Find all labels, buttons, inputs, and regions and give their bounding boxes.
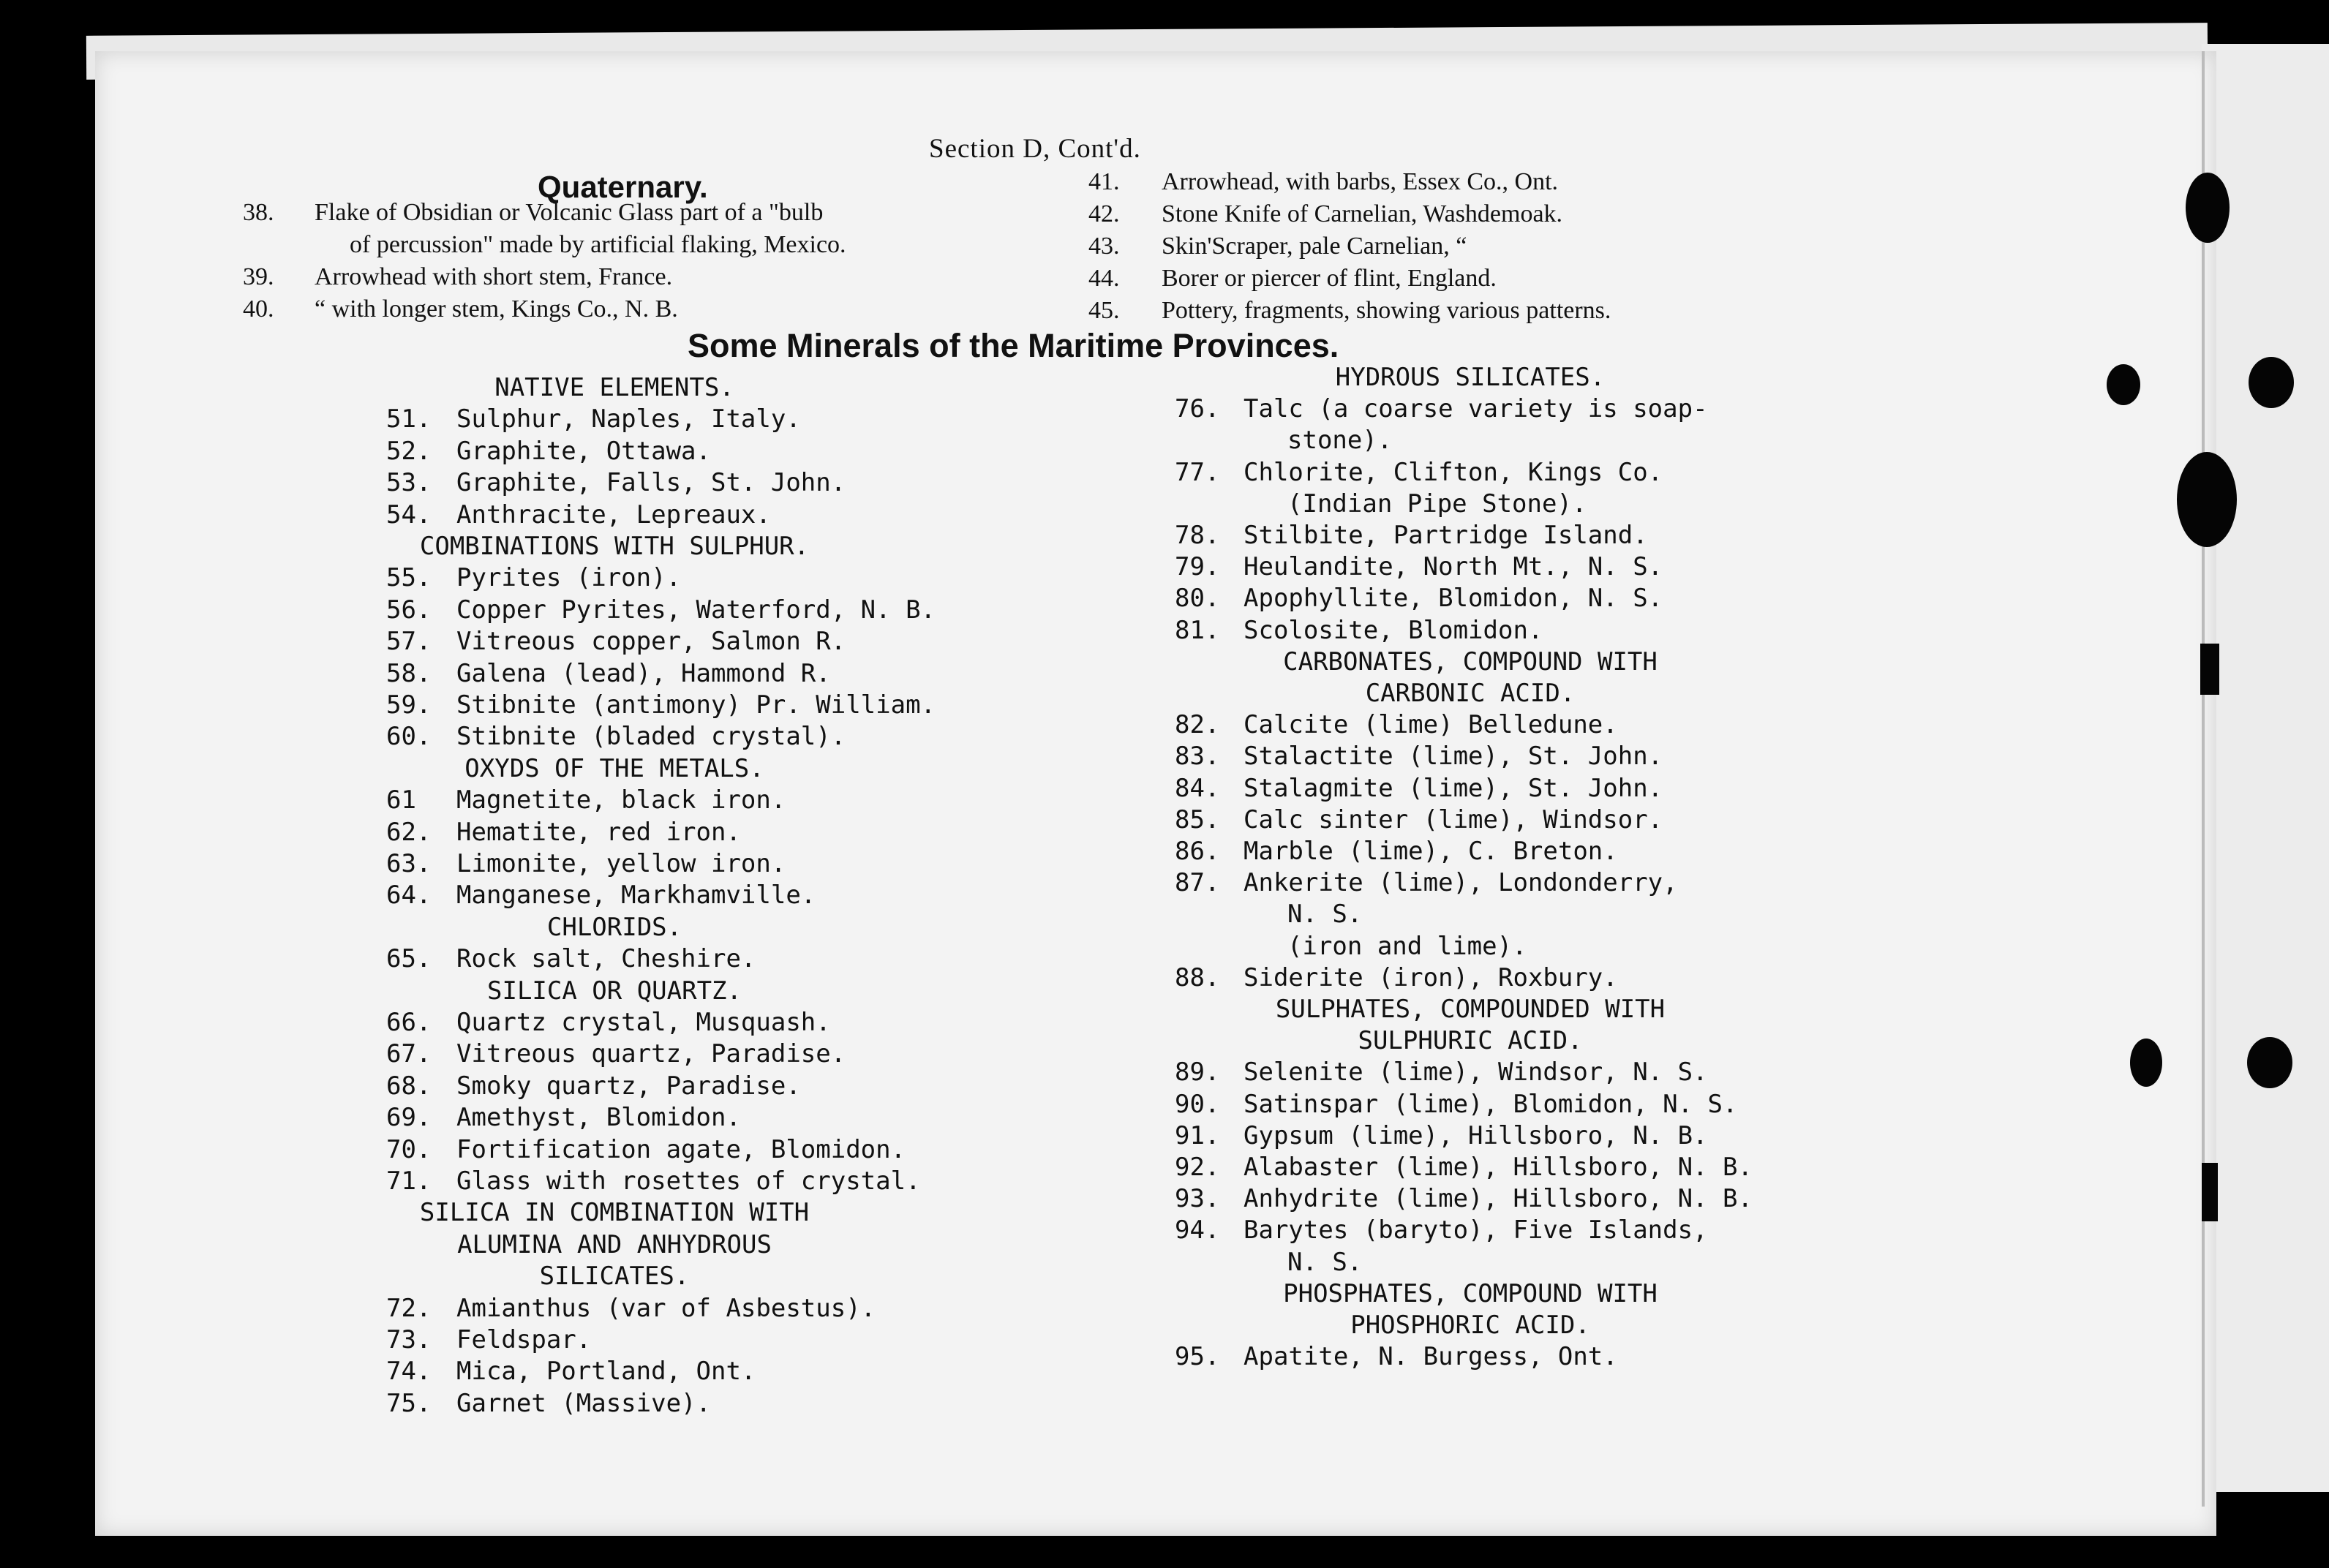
mineral-number: 68.	[386, 1071, 432, 1101]
item-text: Arrowhead with short stem, France.	[315, 263, 673, 290]
mineral-name: Apatite, N. Burgess, Ont.	[1243, 1342, 1618, 1372]
mineral-name: Ankerite (lime), Londonderry,	[1243, 868, 1678, 898]
mineral-name: Galena (lead), Hammond R.	[456, 658, 831, 688]
mineral-name: Amethyst, Blomidon.	[456, 1103, 741, 1133]
mineral-name: Vitreous quartz, Paradise.	[456, 1039, 846, 1069]
mineral-name: Amianthus (var of Asbestus).	[456, 1293, 876, 1323]
mineral-name: Fortification agate, Blomidon.	[456, 1134, 906, 1164]
mineral-number: 91.	[1175, 1120, 1220, 1150]
mineral-number: 87.	[1175, 868, 1220, 898]
category-heading: CHLORIDS.	[546, 912, 682, 942]
mineral-number: 85.	[1175, 804, 1220, 834]
mineral-continuation: (Indian Pipe Stone).	[1287, 489, 1587, 519]
mineral-number: 56.	[386, 595, 432, 625]
binding-hole	[2130, 1039, 2162, 1087]
item-number: 40.	[243, 295, 274, 323]
mineral-number: 66.	[386, 1008, 432, 1037]
mineral-name: Sulphur, Naples, Italy.	[456, 404, 801, 434]
mineral-number: 53.	[386, 468, 432, 498]
minerals-heading: Some Minerals of the Maritime Provinces.	[688, 327, 1339, 364]
mineral-number: 78.	[1175, 521, 1220, 550]
item-text: “ with longer stem, Kings Co., N. B.	[315, 295, 678, 323]
mineral-name: Satinspar (lime), Blomidon, N. S.	[1243, 1089, 1738, 1119]
mineral-name: Alabaster (lime), Hillsboro, N. B.	[1243, 1153, 1753, 1182]
category-heading: OXYDS OF THE METALS.	[464, 753, 764, 783]
mineral-number: 95.	[1175, 1342, 1220, 1372]
mineral-number: 70.	[386, 1134, 432, 1164]
mineral-name: Stibnite (bladed crystal).	[456, 722, 846, 752]
mineral-name: Calcite (lime) Belledune.	[1243, 710, 1618, 740]
mineral-number: 79.	[1175, 552, 1220, 582]
item-text: Arrowhead, with barbs, Essex Co., Ont.	[1162, 168, 1559, 195]
item-number: 45.	[1088, 297, 1120, 324]
mineral-number: 82.	[1175, 710, 1220, 740]
mineral-number: 93.	[1175, 1184, 1220, 1214]
mineral-number: 89.	[1175, 1058, 1220, 1088]
mineral-name: Anthracite, Lepreaux.	[456, 500, 771, 529]
item-text: Stone Knife of Carnelian, Washdemoak.	[1162, 200, 1563, 227]
mineral-name: Gypsum (lime), Hillsboro, N. B.	[1243, 1120, 1708, 1150]
mineral-name: Magnetite, black iron.	[456, 785, 786, 815]
mineral-name: Scolosite, Blomidon.	[1243, 615, 1543, 645]
mineral-name: Siderite (iron), Roxbury.	[1243, 962, 1618, 992]
mineral-name: Anhydrite (lime), Hillsboro, N. B.	[1243, 1184, 1753, 1214]
category-heading: CARBONATES, COMPOUND WITH	[1283, 647, 1658, 676]
item-text: Pottery, fragments, showing various patterns.	[1162, 297, 1611, 324]
mineral-name: Copper Pyrites, Waterford, N. B.	[456, 595, 936, 625]
mineral-name: Barytes (baryto), Five Islands,	[1243, 1215, 1708, 1245]
mineral-number: 64.	[386, 881, 432, 911]
mineral-name: Graphite, Falls, St. John.	[456, 468, 846, 498]
mineral-number: 94.	[1175, 1215, 1220, 1245]
mineral-number: 76.	[1175, 394, 1220, 424]
item-text: Borer or piercer of flint, England.	[1162, 265, 1497, 292]
mineral-name: Rock salt, Cheshire.	[456, 944, 756, 974]
mineral-number: 57.	[386, 627, 432, 657]
binding-notch	[2202, 1163, 2218, 1221]
category-heading: HYDROUS SILICATES.	[1335, 363, 1606, 392]
binding-hole	[2107, 364, 2140, 405]
mineral-number: 73.	[386, 1325, 432, 1354]
mineral-name: Apophyllite, Blomidon, N. S.	[1243, 584, 1663, 614]
section-title: Section D, Cont'd.	[929, 134, 1141, 164]
category-heading: NATIVE ELEMENTS.	[494, 373, 734, 402]
mineral-name: Selenite (lime), Windsor, N. S.	[1243, 1058, 1708, 1088]
category-heading: SULPHATES, COMPOUNDED WITH	[1275, 995, 1666, 1024]
mineral-continuation: (iron and lime).	[1287, 931, 1527, 961]
mineral-continuation: N. S.	[1287, 1247, 1363, 1277]
mineral-name: Graphite, Ottawa.	[456, 436, 711, 466]
mineral-name: Glass with rosettes of crystal.	[456, 1166, 921, 1196]
mineral-number: 72.	[386, 1293, 432, 1323]
mineral-name: Limonite, yellow iron.	[456, 849, 786, 878]
mineral-number: 59.	[386, 690, 432, 720]
mineral-number: 75.	[386, 1388, 432, 1418]
mineral-name: Vitreous copper, Salmon R.	[456, 627, 846, 657]
adjacent-page	[2202, 44, 2329, 1492]
mineral-name: Stalactite (lime), St. John.	[1243, 742, 1663, 772]
mineral-name: Stalagmite (lime), St. John.	[1243, 773, 1663, 803]
category-heading: CARBONIC ACID.	[1365, 679, 1576, 708]
item-text: Flake of Obsidian or Volcanic Glass part of a "bulb	[315, 199, 824, 226]
item-number: 43.	[1088, 233, 1120, 260]
mineral-number: 81.	[1175, 615, 1220, 645]
mineral-name: Quartz crystal, Musquash.	[456, 1008, 831, 1037]
category-heading: COMBINATIONS WITH SULPHUR.	[419, 532, 810, 561]
mineral-number: 63.	[386, 849, 432, 878]
item-text: of percussion" made by artificial flaking, Mexico.	[350, 231, 846, 258]
mineral-number: 86.	[1175, 837, 1220, 866]
item-number: 39.	[243, 263, 274, 290]
page-gutter-line	[2202, 51, 2205, 1507]
category-heading: ALUMINA AND ANHYDROUS	[457, 1229, 772, 1259]
category-heading: SULPHURIC ACID.	[1358, 1026, 1583, 1056]
mineral-name: Hematite, red iron.	[456, 817, 741, 847]
mineral-name: Garnet (Massive).	[456, 1388, 711, 1418]
item-number: 42.	[1088, 200, 1120, 227]
mineral-number: 71.	[386, 1166, 432, 1196]
mineral-name: Chlorite, Clifton, Kings Co.	[1243, 457, 1663, 487]
mineral-number: 80.	[1175, 584, 1220, 614]
mineral-number: 67.	[386, 1039, 432, 1069]
mineral-name: Feldspar.	[456, 1325, 592, 1354]
item-text: Skin'Scraper, pale Carnelian, “	[1162, 233, 1467, 260]
mineral-name: Talc (a coarse variety is soap-	[1243, 394, 1708, 424]
mineral-name: Calc sinter (lime), Windsor.	[1243, 804, 1663, 834]
mineral-number: 65.	[386, 944, 432, 974]
mineral-name: Mica, Portland, Ont.	[456, 1357, 756, 1387]
mineral-number: 58.	[386, 658, 432, 688]
mineral-number: 88.	[1175, 962, 1220, 992]
category-heading: PHOSPHORIC ACID.	[1350, 1311, 1590, 1340]
mineral-number: 74.	[386, 1357, 432, 1387]
category-heading: SILICATES.	[539, 1262, 690, 1292]
mineral-number: 69.	[386, 1103, 432, 1133]
mineral-name: Manganese, Markhamville.	[456, 881, 816, 911]
item-number: 44.	[1088, 265, 1120, 292]
mineral-number: 77.	[1175, 457, 1220, 487]
mineral-number: 60.	[386, 722, 432, 752]
mineral-number: 51.	[386, 404, 432, 434]
mineral-name: Pyrites (iron).	[456, 563, 682, 593]
binding-hole	[2247, 1037, 2292, 1088]
item-number: 38.	[243, 199, 274, 226]
mineral-number: 90.	[1175, 1089, 1220, 1119]
quaternary-heading: Quaternary.	[538, 170, 708, 204]
mineral-number: 83.	[1175, 742, 1220, 772]
mineral-name: Stibnite (antimony) Pr. William.	[456, 690, 936, 720]
binding-hole	[2177, 452, 2237, 547]
mineral-number: 54.	[386, 500, 432, 529]
mineral-continuation: N. S.	[1287, 900, 1363, 930]
mineral-number: 84.	[1175, 773, 1220, 803]
mineral-name: Smoky quartz, Paradise.	[456, 1071, 801, 1101]
mineral-name: Stilbite, Partridge Island.	[1243, 521, 1648, 550]
item-number: 41.	[1088, 168, 1120, 195]
mineral-name: Marble (lime), C. Breton.	[1243, 837, 1618, 866]
category-heading: SILICA OR QUARTZ.	[487, 976, 742, 1006]
mineral-number: 55.	[386, 563, 432, 593]
binding-hole	[2249, 357, 2294, 408]
binding-notch	[2200, 644, 2219, 695]
mineral-number: 61	[386, 785, 416, 815]
mineral-name: Heulandite, North Mt., N. S.	[1243, 552, 1663, 582]
mineral-number: 52.	[386, 436, 432, 466]
binding-hole	[2186, 173, 2230, 243]
mineral-continuation: stone).	[1287, 426, 1393, 456]
category-heading: SILICA IN COMBINATION WITH	[419, 1198, 810, 1228]
category-heading: PHOSPHATES, COMPOUND WITH	[1283, 1278, 1658, 1308]
mineral-number: 62.	[386, 817, 432, 847]
mineral-number: 92.	[1175, 1153, 1220, 1182]
